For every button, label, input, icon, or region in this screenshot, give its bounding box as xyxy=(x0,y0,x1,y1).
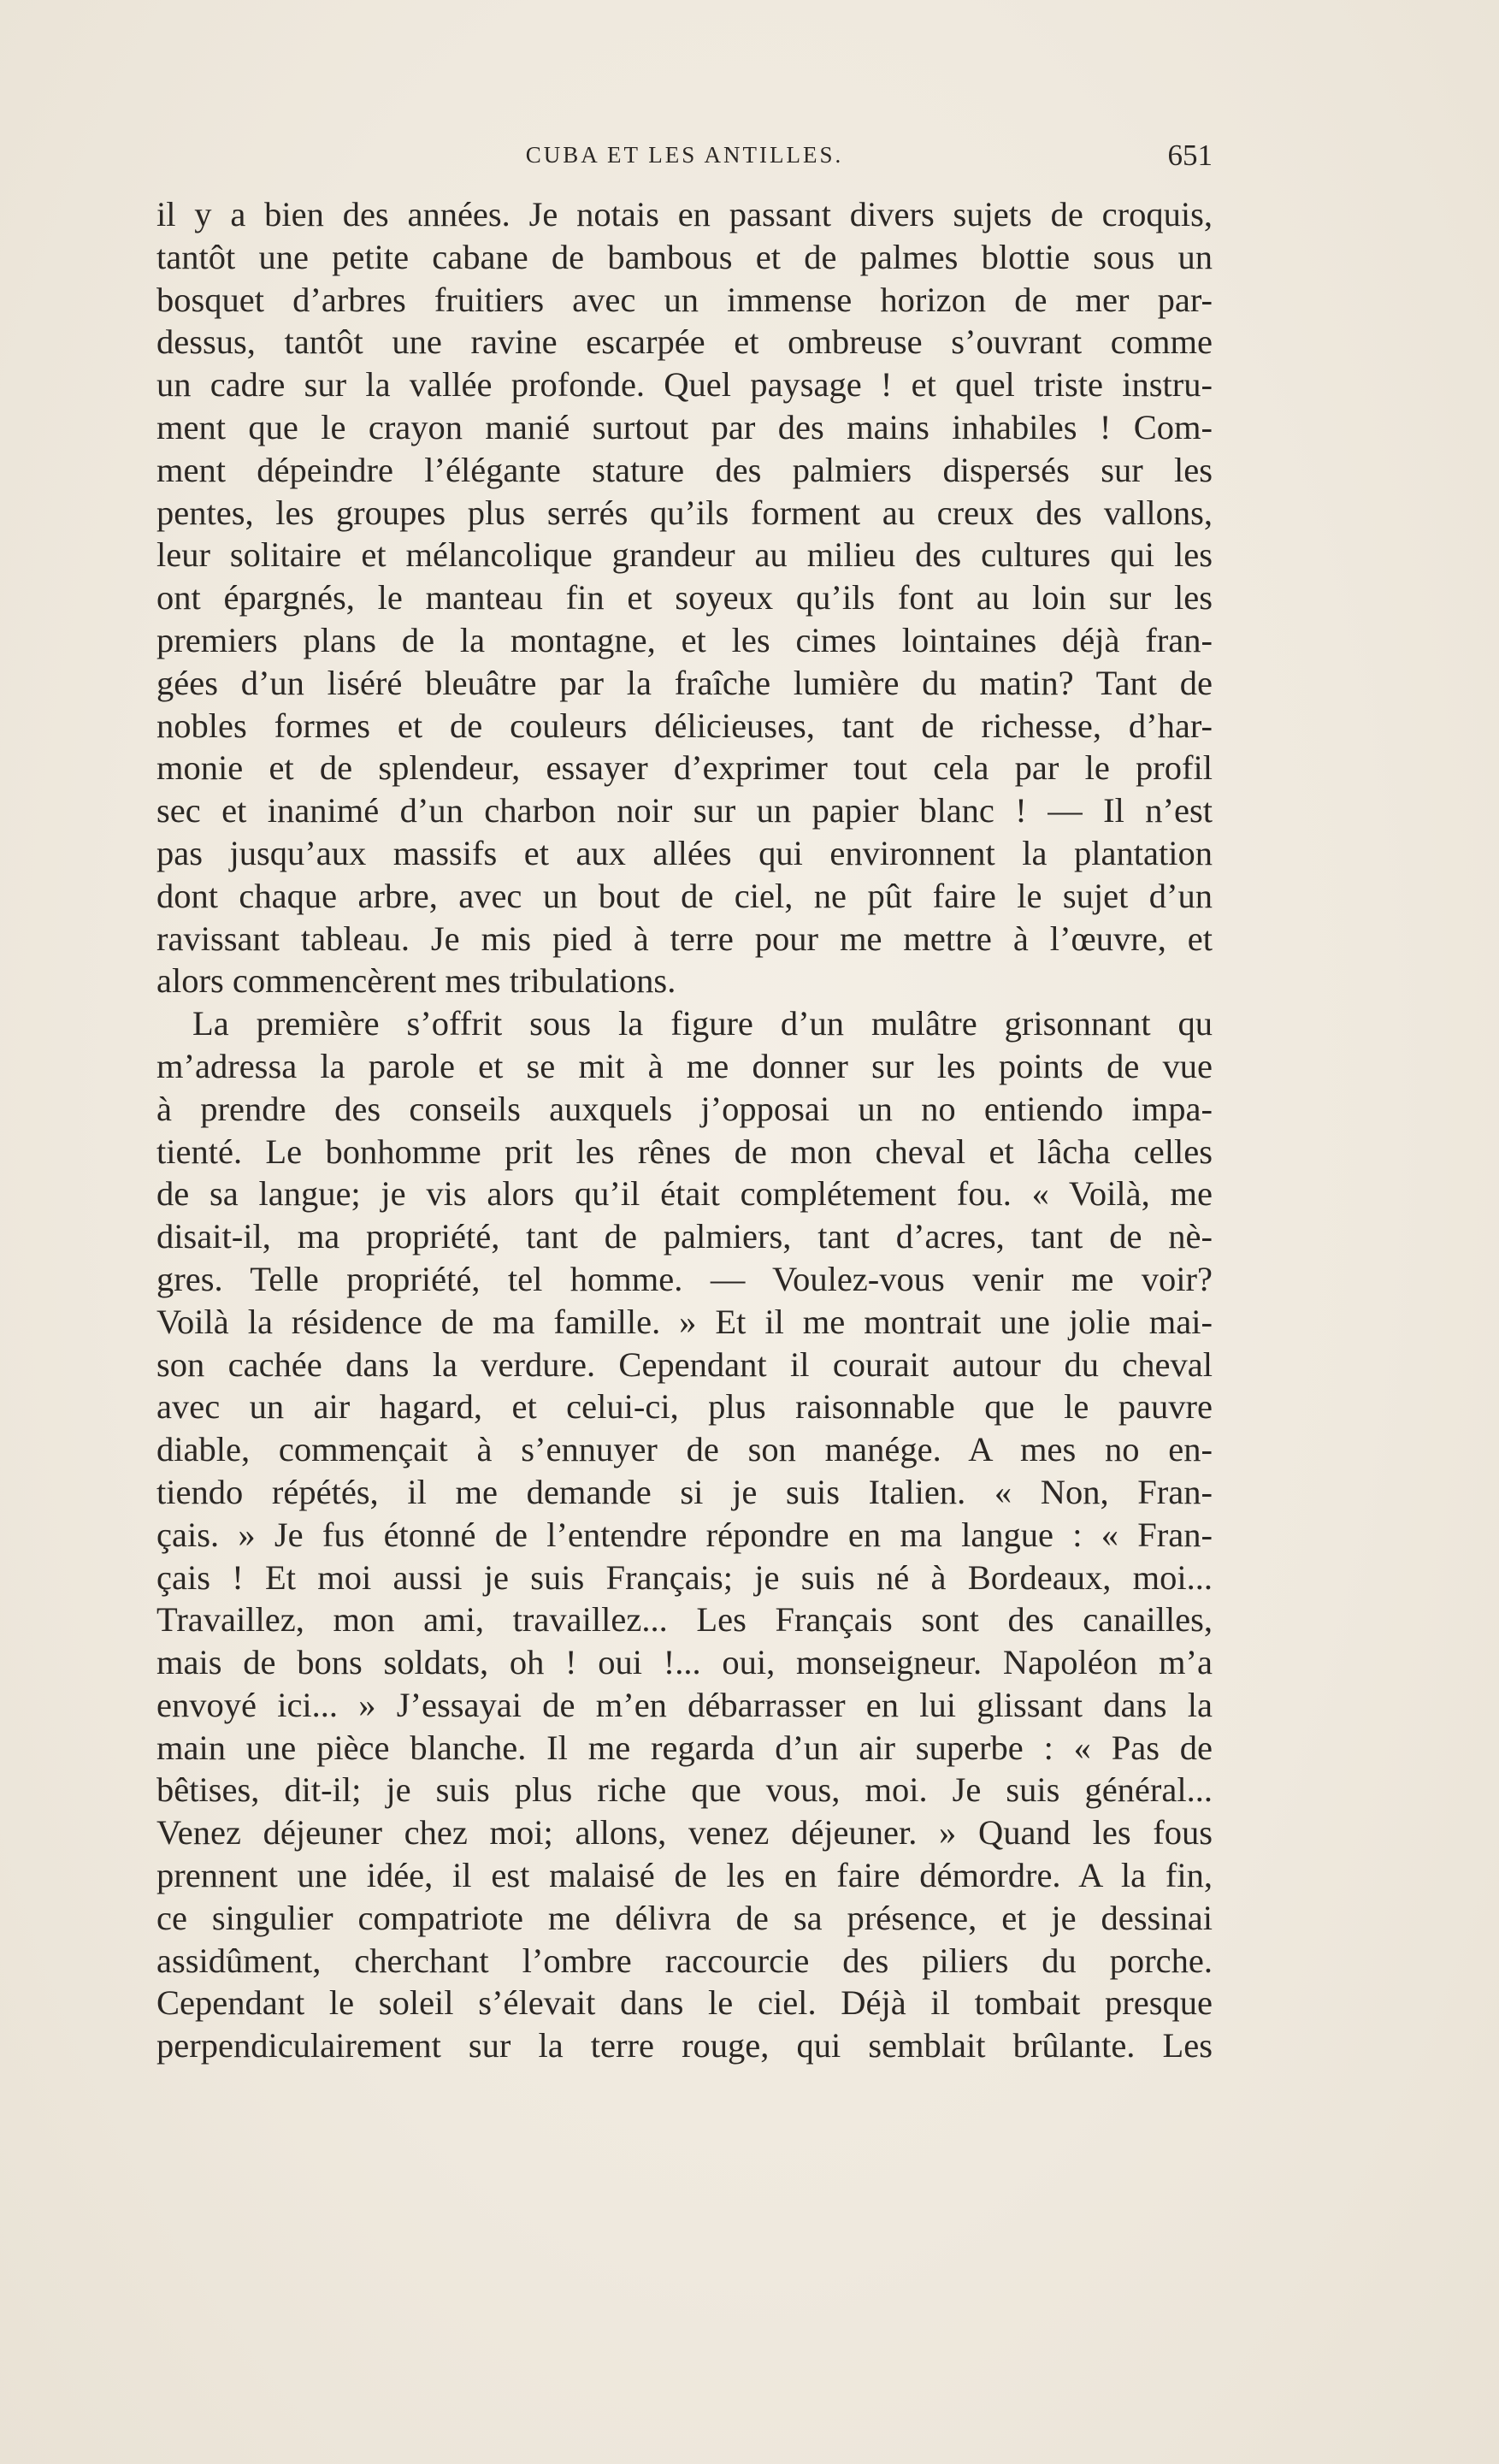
text-line: diable, commençait à s’ennuyer de son manége. A mes no en- xyxy=(156,1430,1213,1469)
text-line: perpendiculairement sur la terre rouge, qui semblait brûlante. Les xyxy=(156,2026,1213,2065)
text-line: dessus, tantôt une ravine escarpée et ombreuse s’ouvrant comme xyxy=(156,322,1213,362)
text-line: pentes, les groupes plus serrés qu’ils forment au creux des vallons, xyxy=(156,493,1213,532)
running-title: CUBA ET LES ANTILLES. xyxy=(525,142,844,168)
text-line: il y a bien des années. Je notais en passant divers sujets de croquis, xyxy=(156,195,1213,233)
text-line: çais ! Et moi aussi je suis Français; je suis né à Bordeaux, moi... xyxy=(156,1557,1213,1597)
text-line: prennent une idée, il est malaisé de les en faire démordre. A la fin, xyxy=(156,1856,1213,1895)
text-line: ce singulier compatriote me délivra de sa présence, et je dessinai xyxy=(156,1898,1213,1937)
page-header xyxy=(156,139,1213,176)
text-line: tienté. Le bonhomme prit les rênes de mon cheval et lâcha celles xyxy=(156,1132,1213,1171)
text-line: sec et inanimé d’un charbon noir sur un papier blanc ! — Il n’est xyxy=(156,791,1213,830)
text-line: dont chaque arbre, avec un bout de ciel, ne pût faire le sujet d’un xyxy=(156,876,1213,915)
text-line: Travaillez, mon ami, travaillez... Les Français sont des canailles, xyxy=(156,1600,1213,1640)
text-line: ont épargnés, le manteau fin et soyeux qu’ils font au loin sur les xyxy=(156,578,1213,617)
text-line: premiers plans de la montagne, et les cimes lointaines déjà fran- xyxy=(156,620,1213,659)
text-line: Cependant le soleil s’élevait dans le ciel. Déjà il tombait presque xyxy=(156,1983,1213,2023)
text-line: Voilà la résidence de ma famille. » Et il me montrait une jolie mai- xyxy=(156,1302,1213,1341)
text-line: çais. » Je fus étonné de l’entendre répondre en ma langue : « Fran- xyxy=(156,1515,1213,1554)
text-line: alors commencèrent mes tribulations. xyxy=(156,961,676,1001)
text-line: pas jusqu’aux massifs et aux allées qui environnent la plantation xyxy=(156,833,1213,872)
text-line: à prendre des conseils auxquels j’opposai un no entiendo impa- xyxy=(156,1089,1213,1128)
text-line: tantôt une petite cabane de bambous et de palmes blottie sous un xyxy=(156,237,1213,276)
text-line: assidûment, cherchant l’ombre raccourcie des piliers du porche. xyxy=(156,1941,1213,1980)
paragraph-2 xyxy=(156,1002,1213,2067)
text-line: La première s’offrit sous la figure d’un mulâtre grisonnant qu xyxy=(192,1004,1213,1043)
text-line: avec un air hagard, et celui-ci, plus raisonnable que le pauvre xyxy=(156,1387,1213,1427)
text-line: tiendo répétés, il me demande si je suis Italien. « Non, Fran- xyxy=(156,1472,1213,1511)
text-line: monie et de splendeur, essayer d’exprimer tout cela par le profil xyxy=(156,748,1213,788)
text-line: nobles formes et de couleurs délicieuses, tant de richesse, d’har- xyxy=(156,706,1213,745)
text-line: ment dépeindre l’élégante stature des palmiers dispersés sur les xyxy=(156,450,1213,489)
text-line: gées d’un liséré bleuâtre par la fraîche lumière du matin? Tant de xyxy=(156,663,1213,702)
text-line: de sa langue; je vis alors qu’il était complétement fou. « Voilà, me xyxy=(156,1174,1213,1214)
text-line: Venez déjeuner chez moi; allons, venez déjeuner. » Quand les fous xyxy=(156,1813,1213,1852)
text-line: envoyé ici... » J’essayai de m’en débarrasser en lui glissant dans la xyxy=(156,1685,1213,1724)
text-line: mais de bons soldats, oh ! oui !... oui, monseigneur. Napoléon m’a xyxy=(156,1643,1213,1682)
text-line: m’adressa la parole et se mit à me donner sur les points de vue xyxy=(156,1046,1213,1085)
text-line: un cadre sur la vallée profonde. Quel paysage ! et quel triste instru- xyxy=(156,365,1213,405)
text-line: disait-il, ma propriété, tant de palmiers, tant d’acres, tant de nè- xyxy=(156,1217,1213,1256)
text-line: main une pièce blanche. Il me regarda d’un air superbe : « Pas de xyxy=(156,1728,1213,1767)
body-text xyxy=(156,193,1213,2067)
text-line: ravissant tableau. Je mis pied à terre pour me mettre à l’œuvre, et xyxy=(156,919,1213,958)
text-line: leur solitaire et mélancolique grandeur au milieu des cultures qui les xyxy=(156,535,1213,575)
text-line: son cachée dans la verdure. Cependant il courait autour du cheval xyxy=(156,1344,1213,1384)
page-number: 651 xyxy=(1167,139,1213,172)
text-line: gres. Telle propriété, tel homme. — Voulez-vous venir me voir? xyxy=(156,1259,1213,1298)
text-line: bêtises, dit-il; je suis plus riche que vous, moi. Je suis général... xyxy=(156,1770,1213,1810)
text-line: bosquet d’arbres fruitiers avec un immense horizon de mer par- xyxy=(156,280,1213,319)
paragraph-1 xyxy=(156,193,1213,1002)
text-line: ment que le crayon manié surtout par des mains inhabiles ! Com- xyxy=(156,407,1213,446)
